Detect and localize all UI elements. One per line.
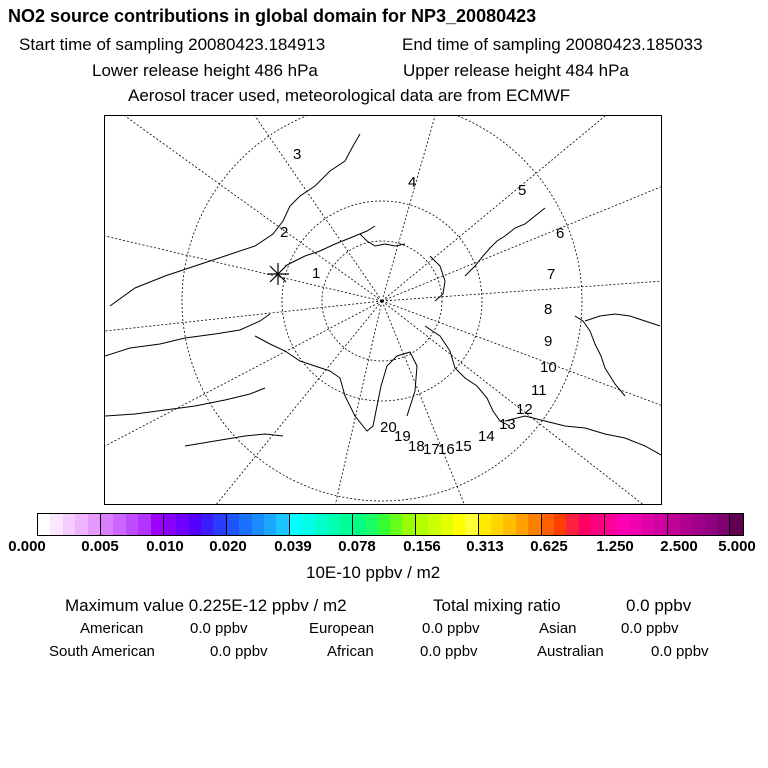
colorbar-cell xyxy=(176,514,188,535)
colorbar-cell xyxy=(290,514,302,535)
lower-release-height: Lower release height 486 hPa xyxy=(92,61,318,80)
region-label: European xyxy=(309,620,375,637)
trajectory-label: 5 xyxy=(518,182,527,199)
meridian xyxy=(125,116,382,301)
colorbar-cell xyxy=(453,514,465,535)
trajectory-label: 6 xyxy=(556,225,565,242)
max-value: Maximum value 0.225E-12 ppbv / m2 xyxy=(65,596,347,615)
colorbar-tick: 0.313 xyxy=(466,538,504,555)
trajectory-label: 20 xyxy=(380,419,397,436)
colorbar-tick: 0.005 xyxy=(81,538,119,555)
trajectory-label: 16 xyxy=(438,441,455,458)
figure-title: NO2 source contributions in global domain for NP3_20080423 xyxy=(8,6,537,26)
trajectory-labels xyxy=(280,146,564,458)
region-value: 0.0 ppbv xyxy=(420,643,478,660)
colorbar-cell xyxy=(528,514,541,535)
colorbar-cell xyxy=(315,514,327,535)
coastline-ellesmere xyxy=(360,234,405,246)
colorbar-cell xyxy=(239,514,251,535)
colorbar-cell xyxy=(164,514,176,535)
region-label: South American xyxy=(49,643,155,660)
trajectory-label: 9 xyxy=(544,333,553,350)
colorbar-tick: 0.000 xyxy=(8,538,46,555)
meridian xyxy=(105,301,382,331)
colorbar-cell xyxy=(629,514,641,535)
colorbar-cell xyxy=(327,514,339,535)
release-marker-icon xyxy=(267,263,289,285)
colorbar-tick: 0.039 xyxy=(274,538,312,555)
colorbar-cell xyxy=(465,514,478,535)
colorbar-cell xyxy=(227,514,239,535)
colorbar-cell xyxy=(189,514,201,535)
colorbar-cell xyxy=(88,514,101,535)
meridian xyxy=(105,236,382,301)
meridian xyxy=(382,301,645,505)
colorbar-cell xyxy=(201,514,213,535)
colorbar-cell xyxy=(642,514,654,535)
coastline-scandinavia xyxy=(465,208,545,276)
colorbar-cell xyxy=(38,514,50,535)
colorbar xyxy=(37,513,744,536)
trajectory-label: 12 xyxy=(516,401,533,418)
colorbar-tick: 0.010 xyxy=(146,538,184,555)
colorbar-tick: 0.020 xyxy=(209,538,247,555)
meridian xyxy=(105,301,382,446)
colorbar-cell xyxy=(605,514,617,535)
colorbar-tick: 0.078 xyxy=(338,538,376,555)
colorbar-cell xyxy=(579,514,591,535)
colorbar-cell xyxy=(378,514,390,535)
colorbar-tick: 0.625 xyxy=(530,538,568,555)
colorbar-cell xyxy=(542,514,554,535)
colorbar-cell xyxy=(138,514,150,535)
colorbar-cell xyxy=(365,514,377,535)
colorbar-cell xyxy=(717,514,730,535)
map-canvas xyxy=(105,116,662,505)
colorbar-cell xyxy=(591,514,604,535)
colorbar-cell xyxy=(617,514,629,535)
region-label: Australian xyxy=(537,643,604,660)
total-mixing-label: Total mixing ratio xyxy=(433,596,561,615)
colorbar-cell xyxy=(75,514,87,535)
region-value: 0.0 ppbv xyxy=(190,620,248,637)
trajectory-label: 14 xyxy=(478,428,495,445)
colorbar-cell xyxy=(441,514,453,535)
colorbar-cell xyxy=(566,514,578,535)
meridian xyxy=(382,301,465,505)
colorbar-cell xyxy=(402,514,415,535)
colorbar-cell xyxy=(113,514,125,535)
colorbar-cell xyxy=(428,514,440,535)
coastline-bering xyxy=(585,314,660,326)
trajectory-label: 8 xyxy=(544,301,553,318)
coastlines xyxy=(105,134,662,456)
region-value: 0.0 ppbv xyxy=(651,643,709,660)
colorbar-cell xyxy=(126,514,138,535)
region-label: American xyxy=(80,620,144,637)
colorbar-tick: 0.156 xyxy=(403,538,441,555)
trajectory-label: 19 xyxy=(394,428,411,445)
region-value: 0.0 ppbv xyxy=(621,620,679,637)
region-label: Asian xyxy=(539,620,577,637)
trajectory-label: 10 xyxy=(540,359,557,376)
meridian xyxy=(382,116,605,301)
colorbar-cell xyxy=(390,514,402,535)
graticule xyxy=(105,116,662,505)
region-value: 0.0 ppbv xyxy=(422,620,480,637)
colorbar-cell xyxy=(479,514,491,535)
colorbar-tick: 5.000 xyxy=(718,538,756,555)
colorbar-units: 10E-10 ppbv / m2 xyxy=(306,563,441,582)
end-time: End time of sampling 20080423.185033 xyxy=(402,35,703,54)
coastline-arctic-islands xyxy=(285,226,375,266)
colorbar-cell xyxy=(491,514,503,535)
colorbar-cell xyxy=(730,514,742,535)
colorbar-cell xyxy=(516,514,528,535)
colorbar-tick: 2.500 xyxy=(660,538,698,555)
trajectory-label: 15 xyxy=(455,438,472,455)
colorbar-cell xyxy=(503,514,515,535)
colorbar-cell xyxy=(101,514,113,535)
colorbar-cell xyxy=(668,514,680,535)
colorbar-cell xyxy=(705,514,717,535)
latitude-circle-mid xyxy=(182,116,582,501)
colorbar-cell xyxy=(416,514,428,535)
colorbar-tick: 1.250 xyxy=(596,538,634,555)
colorbar-cell xyxy=(554,514,566,535)
trajectory-label: 7 xyxy=(547,266,556,283)
trajectory-label: 18 xyxy=(408,438,425,455)
trajectory-label: 1 xyxy=(312,265,321,282)
trajectory-label: 17 xyxy=(423,441,440,458)
meridian xyxy=(215,301,382,505)
meridian xyxy=(382,186,662,301)
colorbar-cell xyxy=(654,514,667,535)
colorbar-cell xyxy=(276,514,289,535)
colorbar-cell xyxy=(252,514,264,535)
meridian xyxy=(382,116,435,301)
coastline-canada-south xyxy=(105,314,270,356)
coastline-greenland xyxy=(255,336,417,431)
upper-release-height: Upper release height 484 hPa xyxy=(403,61,629,80)
colorbar-cell xyxy=(680,514,692,535)
trajectory-label: 13 xyxy=(499,416,516,433)
colorbar-cell xyxy=(50,514,62,535)
coastline-north-america xyxy=(110,134,360,306)
colorbar-cell xyxy=(213,514,226,535)
colorbar-cell xyxy=(63,514,75,535)
colorbar-cell xyxy=(264,514,276,535)
coastline-alaska xyxy=(575,316,625,396)
coastline-east-asia xyxy=(505,416,662,456)
trajectory-label: 4 xyxy=(408,174,417,191)
trajectory-label: 11 xyxy=(531,382,547,399)
meridian xyxy=(335,301,382,505)
colorbar-cell xyxy=(353,514,365,535)
start-time: Start time of sampling 20080423.184913 xyxy=(19,35,326,54)
polar-map xyxy=(104,115,662,505)
region-label: African xyxy=(327,643,374,660)
colorbar-cell xyxy=(151,514,164,535)
colorbar-cell xyxy=(692,514,704,535)
trajectory-label: 2 xyxy=(280,224,289,241)
region-value: 0.0 ppbv xyxy=(210,643,268,660)
colorbar-cell xyxy=(302,514,314,535)
total-mixing-value: 0.0 ppbv xyxy=(626,596,692,615)
coastline-hudson xyxy=(105,388,265,416)
coastline-siberia xyxy=(425,326,510,426)
trajectory-label: 3 xyxy=(293,146,302,163)
colorbar-cell xyxy=(339,514,352,535)
tracer-note: Aerosol tracer used, meteorological data are from ECMWF xyxy=(128,86,571,105)
